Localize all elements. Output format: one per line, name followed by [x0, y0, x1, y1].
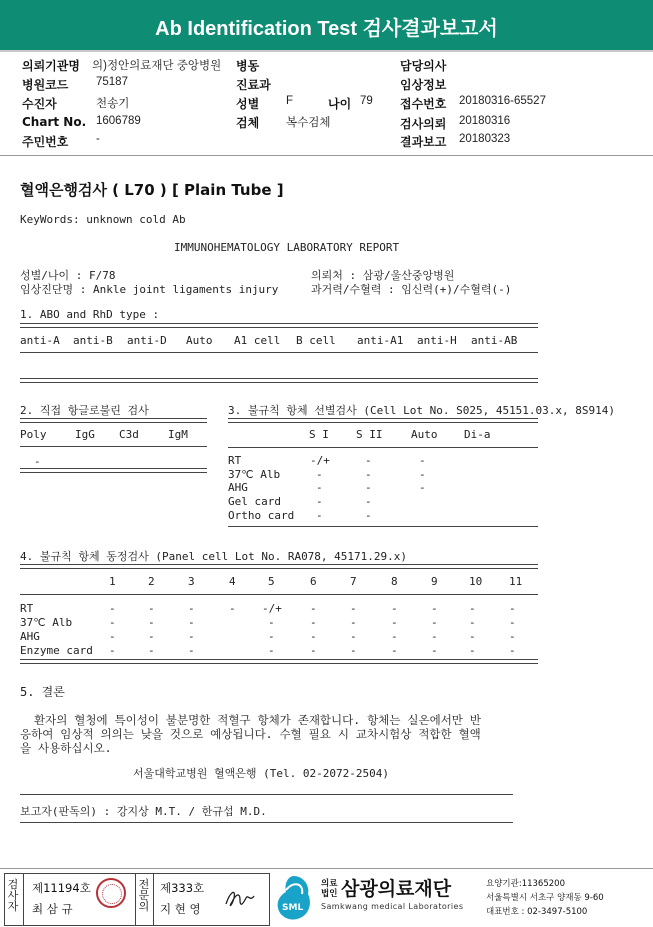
s3-col-dia: Di-a	[464, 428, 491, 441]
s4-row-label: RT	[20, 602, 34, 615]
s4-cell: -	[188, 602, 195, 615]
s1-col-auto: Auto	[186, 334, 213, 347]
s4-cell: -	[109, 616, 116, 629]
sig-divider	[135, 874, 136, 925]
reviewer-label: 전문의	[138, 878, 150, 913]
s3-row-label: Gel card	[228, 495, 281, 508]
req-org-label: 의뢰기관명	[22, 59, 80, 73]
s1-title: 1. ABO and RhD type :	[20, 308, 160, 321]
s4-cell: -	[509, 630, 516, 643]
s3-rule-bottom	[228, 526, 538, 527]
sml-logo-icon	[272, 872, 316, 924]
title-underline	[0, 50, 653, 52]
s4-cell: -	[310, 616, 317, 629]
s4-col-5: 5	[268, 575, 275, 588]
s2-col-poly: Poly	[20, 428, 47, 441]
s1-col-anti-a1: anti-A1	[357, 334, 404, 347]
s3-row-label: 37℃ Alb	[228, 468, 281, 481]
s4-cell: -	[109, 644, 116, 657]
s1-col-anti-a: anti-A	[20, 334, 60, 347]
sex-label: 성별	[236, 97, 260, 111]
s3-cell: -/+	[310, 454, 330, 467]
lab-title: IMMUNOHEMATOLOGY LABORATORY REPORT	[174, 241, 400, 254]
s4-col-7: 7	[350, 575, 357, 588]
s3-rule-top	[228, 418, 538, 423]
patient-value: 천송기	[96, 98, 130, 110]
clinical-label: 임상정보	[400, 78, 447, 92]
s4-col-9: 9	[431, 575, 438, 588]
s1-rule-mid	[20, 352, 538, 353]
s2-col-c3d: C3d	[119, 428, 139, 441]
s3-cell: -	[419, 468, 426, 481]
s4-cell: -	[268, 644, 275, 657]
s5-title: 5. 결론	[20, 685, 65, 699]
s3-cell: -	[316, 495, 323, 508]
age-value: 79	[360, 95, 373, 107]
s4-cell: -	[391, 630, 398, 643]
s4-cell: -/+	[262, 602, 282, 615]
s4-cell: -	[188, 630, 195, 643]
s4-col-6: 6	[310, 575, 317, 588]
s4-cell: -	[109, 630, 116, 643]
history: 과거력/수혈력 : 임신력(+)/수혈력(-)	[311, 283, 512, 296]
s1-col-anti-b: anti-B	[73, 334, 113, 347]
report-date-label: 결과보고	[400, 135, 447, 149]
report-title: Ab Identification Test 검사결과보고서	[155, 18, 498, 40]
chart-label: Chart No.	[22, 115, 87, 129]
s1-col-anti-ab: anti-AB	[471, 334, 518, 347]
s3-cell: -	[316, 481, 323, 494]
s4-col-8: 8	[391, 575, 398, 588]
req-date-label: 검사의뢰	[400, 117, 447, 131]
address: 서울특별시 서초구 양재동 9-60	[486, 893, 604, 903]
s4-cell: -	[148, 644, 155, 657]
hosp-code-value: 75187	[96, 76, 128, 88]
s5-line2: 응하여 임상적 의의는 낮을 것으로 예상됩니다. 수혈 필요 시 교차시험상 적합한 혈액	[20, 727, 481, 741]
s4-cell: -	[148, 602, 155, 615]
specimen-value: 복수검체	[286, 117, 331, 129]
age-label: 나이	[328, 97, 352, 111]
s4-cell: -	[509, 644, 516, 657]
specimen-label: 검체	[236, 116, 260, 130]
s4-cell: -	[310, 630, 317, 643]
sex-age: 성별/나이 : F/78	[20, 269, 116, 282]
s4-cell: -	[469, 616, 476, 629]
logo-name: 삼광의료재단	[341, 878, 452, 900]
reception-label: 접수번호	[400, 97, 447, 111]
ordered-by: 의뢰처 : 삼광/울산중앙병원	[311, 269, 455, 282]
report-date-value: 20180323	[459, 133, 511, 145]
s3-col-s1: S I	[309, 428, 329, 441]
reporter-rule-top	[20, 794, 513, 795]
s3-col-s2: S II	[356, 428, 383, 441]
examiner-no: 제11194호	[32, 881, 91, 895]
logo-english: Samkwang medical Laboratories	[321, 902, 464, 911]
s4-cell: -	[188, 616, 195, 629]
doctor-label: 담당의사	[400, 59, 447, 73]
s4-col-2: 2	[148, 575, 155, 588]
diagnosis: 임상진단명 : Ankle joint ligaments injury	[20, 283, 279, 296]
title-bar	[0, 0, 653, 50]
sex-value: F	[286, 95, 294, 107]
s3-cell: -	[316, 468, 323, 481]
header-separator	[0, 155, 653, 156]
s5-line3: 을 사용하십시오.	[20, 741, 112, 755]
s4-cell: -	[431, 630, 438, 643]
s3-row-label: Ortho card	[228, 509, 295, 522]
req-date-value: 20180316	[459, 115, 511, 127]
s4-cell: -	[431, 616, 438, 629]
s3-cell: -	[365, 495, 372, 508]
reception-value: 20180316-65527	[459, 95, 546, 107]
s3-cell: -	[365, 481, 372, 494]
dept-label: 진료과	[236, 78, 271, 92]
hosp-code-label: 병원코드	[22, 78, 69, 92]
s3-cell: -	[316, 509, 323, 522]
logo-prefix-1: 의료	[321, 879, 338, 889]
s4-rule-mid	[20, 594, 538, 595]
s4-cell: -	[509, 616, 516, 629]
s4-cell: -	[350, 644, 357, 657]
s4-row-label: AHG	[20, 630, 40, 643]
footer-separator	[0, 868, 653, 869]
s4-cell: -	[350, 630, 357, 643]
signature-icon	[222, 884, 258, 912]
s4-title: 4. 불규칙 항체 동정검사 (Panel cell Lot No. RA078, 45171.29.x)	[20, 550, 408, 563]
ward-label: 병동	[236, 59, 260, 73]
s4-cell: -	[229, 602, 236, 615]
s4-cell: -	[469, 644, 476, 657]
s2-poly-value: -	[34, 455, 41, 468]
req-org-value: 의)정안의료재단 중앙병원	[92, 60, 222, 72]
s4-cell: -	[350, 602, 357, 615]
s3-rule-mid	[228, 447, 538, 448]
s4-cell: -	[109, 602, 116, 615]
s1-col-b-cell: B cell	[296, 334, 336, 347]
s4-cell: -	[148, 616, 155, 629]
blood-bank: 서울대학교병원 혈액은행 (Tel. 02-2072-2504)	[133, 767, 389, 780]
s2-rule-top	[20, 418, 207, 423]
s4-row-label: Enzyme card	[20, 644, 93, 657]
s4-cell: -	[469, 630, 476, 643]
s3-cell: -	[365, 454, 372, 467]
s4-col-11: 11	[509, 575, 523, 588]
s4-col-1: 1	[109, 575, 116, 588]
s3-cell: -	[365, 509, 372, 522]
s2-rule-mid	[20, 446, 207, 447]
s4-cell: -	[268, 616, 275, 629]
id-value: -	[96, 133, 100, 145]
examiner-label: 검사자	[7, 878, 19, 913]
s4-col-3: 3	[188, 575, 195, 588]
s4-cell: -	[350, 616, 357, 629]
reporter: 보고자(판독의) : 강지상 M.T. / 한규섭 M.D.	[20, 805, 267, 818]
s4-cell: -	[509, 602, 516, 615]
s1-rule-top	[20, 323, 538, 328]
logo-badge: SML	[282, 903, 304, 913]
s1-col-anti-h: anti-H	[417, 334, 457, 347]
sig-divider	[23, 874, 24, 925]
test-title: 혈액은행검사 ( L70 ) [ Plain Tube ]	[20, 181, 284, 199]
s4-cell: -	[310, 644, 317, 657]
s1-col-a1-cell: A1 cell	[234, 334, 281, 347]
s4-cell: -	[469, 602, 476, 615]
s1-rule-bottom	[20, 378, 538, 383]
s4-cell: -	[310, 602, 317, 615]
patient-label: 수진자	[22, 97, 57, 111]
s4-row-label: 37℃ Alb	[20, 616, 73, 629]
s4-cell: -	[391, 644, 398, 657]
s4-cell: -	[431, 644, 438, 657]
s5-line1: 환자의 혈청에 특이성이 불분명한 적혈구 항체가 존재합니다. 항체는 실온에서만 반	[34, 713, 481, 727]
sig-divider	[153, 874, 154, 925]
phone: 대표번호 : 02-3497-5100	[486, 907, 588, 917]
s4-cell: -	[391, 616, 398, 629]
reporter-rule-bottom	[20, 822, 513, 823]
reviewer-name: 지 현 영	[160, 902, 201, 916]
reviewer-no: 제333호	[160, 881, 205, 895]
logo-prefix-2: 법인	[321, 889, 338, 899]
s4-rule-bottom	[20, 659, 538, 664]
s3-col-auto: Auto	[411, 428, 438, 441]
s3-cell: -	[419, 481, 426, 494]
s4-rule-top	[20, 564, 538, 569]
inst-no: 요양기관:11365200	[486, 879, 565, 889]
s4-col-10: 10	[469, 575, 483, 588]
s2-col-igg: IgG	[75, 428, 95, 441]
examiner-name: 최 삼 규	[32, 902, 73, 916]
s4-cell: -	[188, 644, 195, 657]
s3-cell: -	[365, 468, 372, 481]
s4-cell: -	[268, 630, 275, 643]
s3-title: 3. 불규칙 항체 선별검사 (Cell Lot No. S025, 45151.03.x, 8S914)	[228, 404, 616, 417]
s3-row-label: AHG	[228, 481, 248, 494]
s4-cell: -	[391, 602, 398, 615]
s2-title: 2. 직접 항글로불린 검사	[20, 404, 149, 417]
examiner-seal-icon	[96, 878, 126, 908]
id-label: 주민번호	[22, 135, 69, 149]
s3-row-label: RT	[228, 454, 242, 467]
s3-cell: -	[419, 454, 426, 467]
s1-col-anti-d: anti-D	[127, 334, 167, 347]
chart-value: 1606789	[96, 115, 141, 127]
s2-col-igm: IgM	[168, 428, 188, 441]
s4-cell: -	[148, 630, 155, 643]
s2-rule-bottom	[20, 468, 207, 473]
keywords: KeyWords: unknown cold Ab	[20, 213, 186, 226]
s4-col-4: 4	[229, 575, 236, 588]
s4-cell: -	[431, 602, 438, 615]
